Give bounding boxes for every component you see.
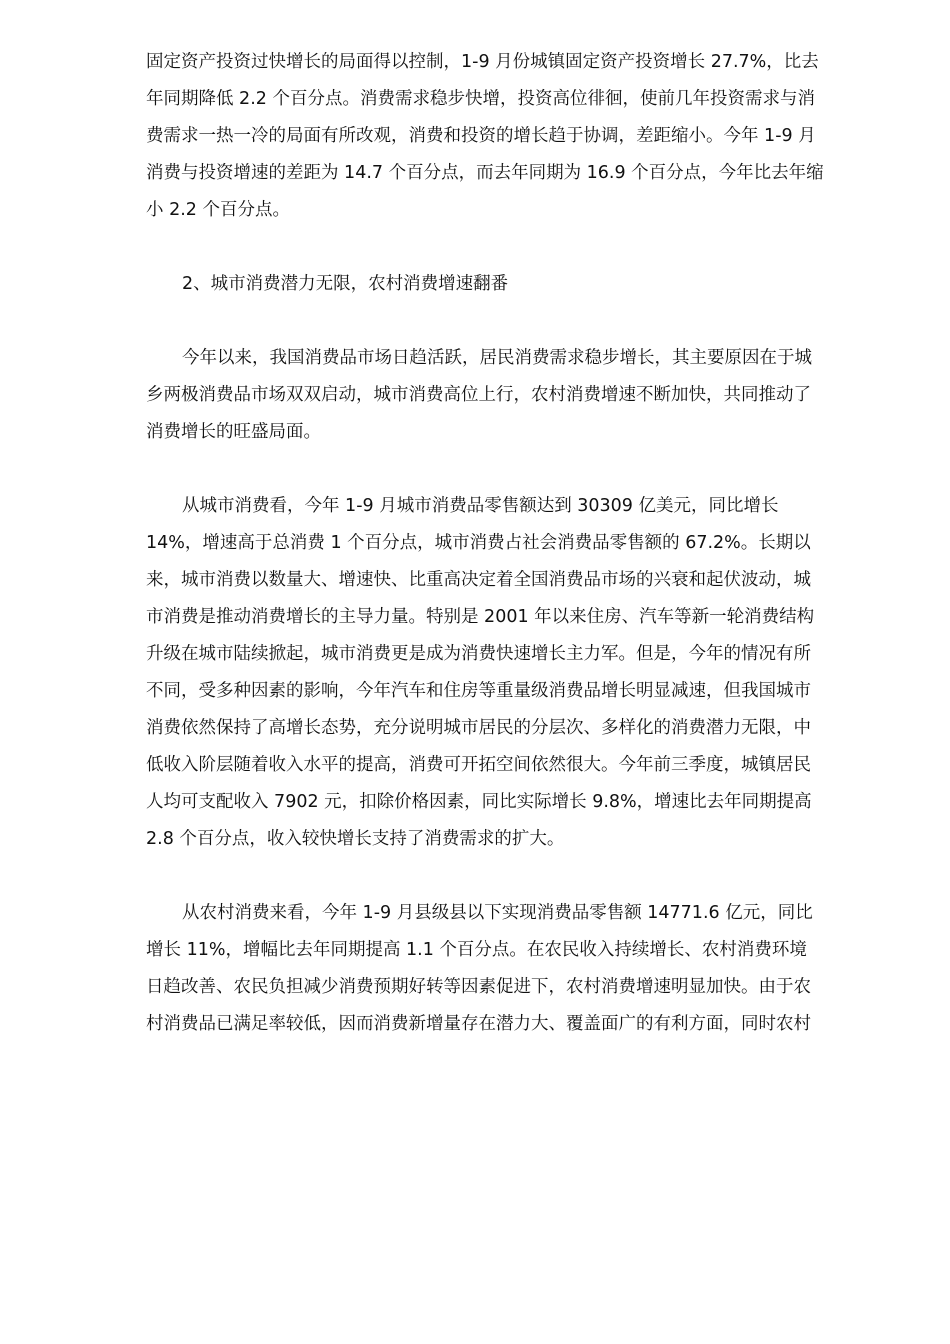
document-body [146,44,876,1043]
text-line: 费需求一热一冷的局面有所改观，消费和投资的增长趋于协调，差距缩小。今年 1-9 月 [146,126,816,146]
text-line: 14%，增速高于总消费 1 个百分点，城市消费占社会消费品零售额的 67.2%。长期以 [146,533,811,553]
text-line: 村消费品已满足率较低，因而消费新增量存在潜力大、覆盖面广的有利方面，同时农村 [146,1014,811,1034]
text-line: 2.8 个百分点，收入较快增长支持了消费需求的扩大。 [146,829,565,849]
text-line: 升级在城市陆续掀起，城市消费更是成为消费快速增长主力军。但是，今年的情况有所 [146,644,811,664]
paragraph-market-overview [146,340,876,451]
text-line: 从城市消费看，今年 1-9 月城市消费品零售额达到 30309 亿美元，同比增长 [182,496,779,516]
text-line: 年同期降低 2.2 个百分点。消费需求稳步快增，投资高位徘徊，使前几年投资需求与消 [146,89,815,109]
text-line: 来，城市消费以数量大、增速快、比重高决定着全国消费品市场的兴衰和起伏波动，城 [146,570,811,590]
text-line: 乡两极消费品市场双双启动，城市消费高位上行，农村消费增速不断加快，共同推动了 [146,385,811,405]
text-line: 今年以来，我国消费品市场日趋活跃，居民消费需求稳步增长，其主要原因在于城 [182,348,812,368]
text-line: 低收入阶层随着收入水平的提高，消费可开拓空间依然很大。今年前三季度，城镇居民 [146,755,811,775]
text-line: 不同，受多种因素的影响，今年汽车和住房等重量级消费品增长明显减速，但我国城市 [146,681,811,701]
text-line: 消费依然保持了高增长态势，充分说明城市居民的分层次、多样化的消费潜力无限，中 [146,718,811,738]
text-line: 日趋改善、农民负担减少消费预期好转等因素促进下，农村消费增速明显加快。由于农 [146,977,811,997]
paragraph-urban-consumption [146,488,876,858]
text-line: 从农村消费来看，今年 1-9 月县级县以下实现消费品零售额 14771.6 亿元，同比 [182,903,813,923]
text-line: 消费与投资增速的差距为 14.7 个百分点，而去年同期为 16.9 个百分点，今年比去年缩 [146,163,824,183]
text-line: 固定资产投资过快增长的局面得以控制，1-9 月份城镇固定资产投资增长 27.7%，比去 [146,52,819,72]
text-line: 增长 11%，增幅比去年同期提高 1.1 个百分点。在农民收入持续增长、农村消费环境 [146,940,807,960]
paragraph-gap [146,229,876,266]
heading-text: 2、城市消费潜力无限，农村消费增速翻番 [182,274,509,294]
text-line: 人均可支配收入 7902 元，扣除价格因素，同比实际增长 9.8%，增速比去年同期提高 [146,792,812,812]
paragraph-investment-summary [146,44,876,229]
paragraph-rural-consumption [146,895,876,1043]
text-line: 市消费是推动消费增长的主导力量。特别是 2001 年以来住房、汽车等新一轮消费结构 [146,607,815,627]
text-line: 小 2.2 个百分点。 [146,200,290,220]
paragraph-gap [146,303,876,340]
section-heading [146,266,876,303]
paragraph-gap [146,451,876,488]
paragraph-gap [146,858,876,895]
text-line: 消费增长的旺盛局面。 [146,422,321,442]
